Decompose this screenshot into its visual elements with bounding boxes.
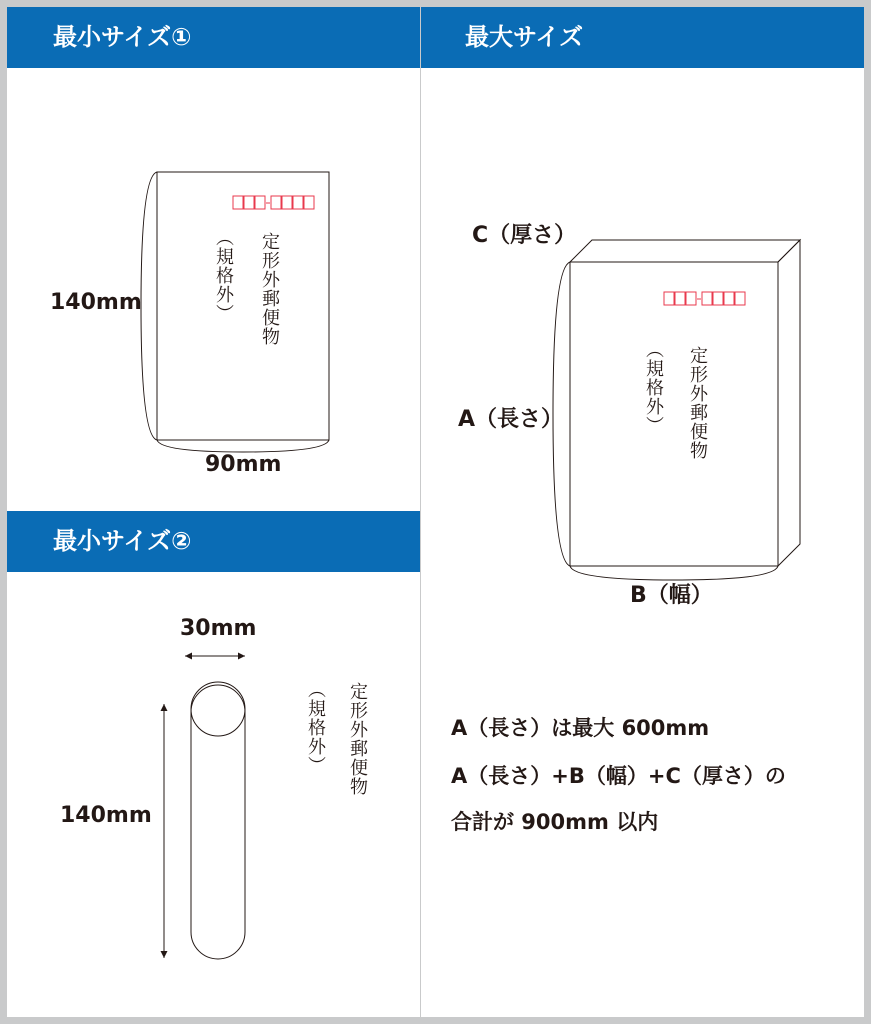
max-box-front — [570, 262, 778, 566]
max-box-side — [778, 240, 800, 566]
min1-height-bracket — [141, 172, 157, 440]
max-mail-type: 定形外郵便物 — [687, 346, 708, 460]
min2-height-label: 140mm — [60, 803, 152, 828]
max-postal-code-boxes — [664, 292, 745, 305]
min1-width-label: 90mm — [205, 452, 282, 477]
min1-height-label: 140mm — [50, 290, 142, 315]
max-note-sum: A（長さ）+B（幅）+C（厚さ）の — [451, 764, 786, 788]
min2-mail-type: 定形外郵便物 — [347, 682, 368, 796]
min1-width-bracket — [157, 440, 329, 452]
max-width-label: B（幅） — [630, 583, 713, 608]
header-max-size-label: 最大サイズ — [465, 23, 584, 51]
max-nonstandard: （規格外） — [643, 340, 664, 435]
min2-width-label: 30mm — [180, 616, 257, 641]
header-min-size-1-label: 最小サイズ① — [53, 23, 192, 51]
min1-nonstandard: （規格外） — [213, 228, 234, 323]
max-thickness-label: C（厚さ） — [472, 223, 577, 248]
min2-tube-end — [191, 682, 245, 736]
min2-width-arrowhead-left — [185, 653, 192, 660]
min2-nonstandard: （規格外） — [305, 680, 326, 775]
min1-postal-code-boxes — [233, 196, 314, 209]
min2-tube — [191, 685, 245, 959]
min1-mail-type: 定形外郵便物 — [259, 232, 280, 346]
min2-height-arrowhead-top — [161, 704, 168, 711]
max-box-top — [570, 240, 800, 262]
max-length-label: A（長さ） — [458, 407, 564, 432]
max-note-length: A（長さ）は最大 600mm — [451, 716, 710, 740]
header-min-size-2-label: 最小サイズ② — [53, 527, 192, 555]
max-note-limit: 合計が 900mm 以内 — [451, 810, 659, 834]
min2-height-arrowhead-bottom — [161, 951, 168, 958]
min2-width-arrowhead-right — [238, 653, 245, 660]
min1-envelope — [157, 172, 329, 440]
